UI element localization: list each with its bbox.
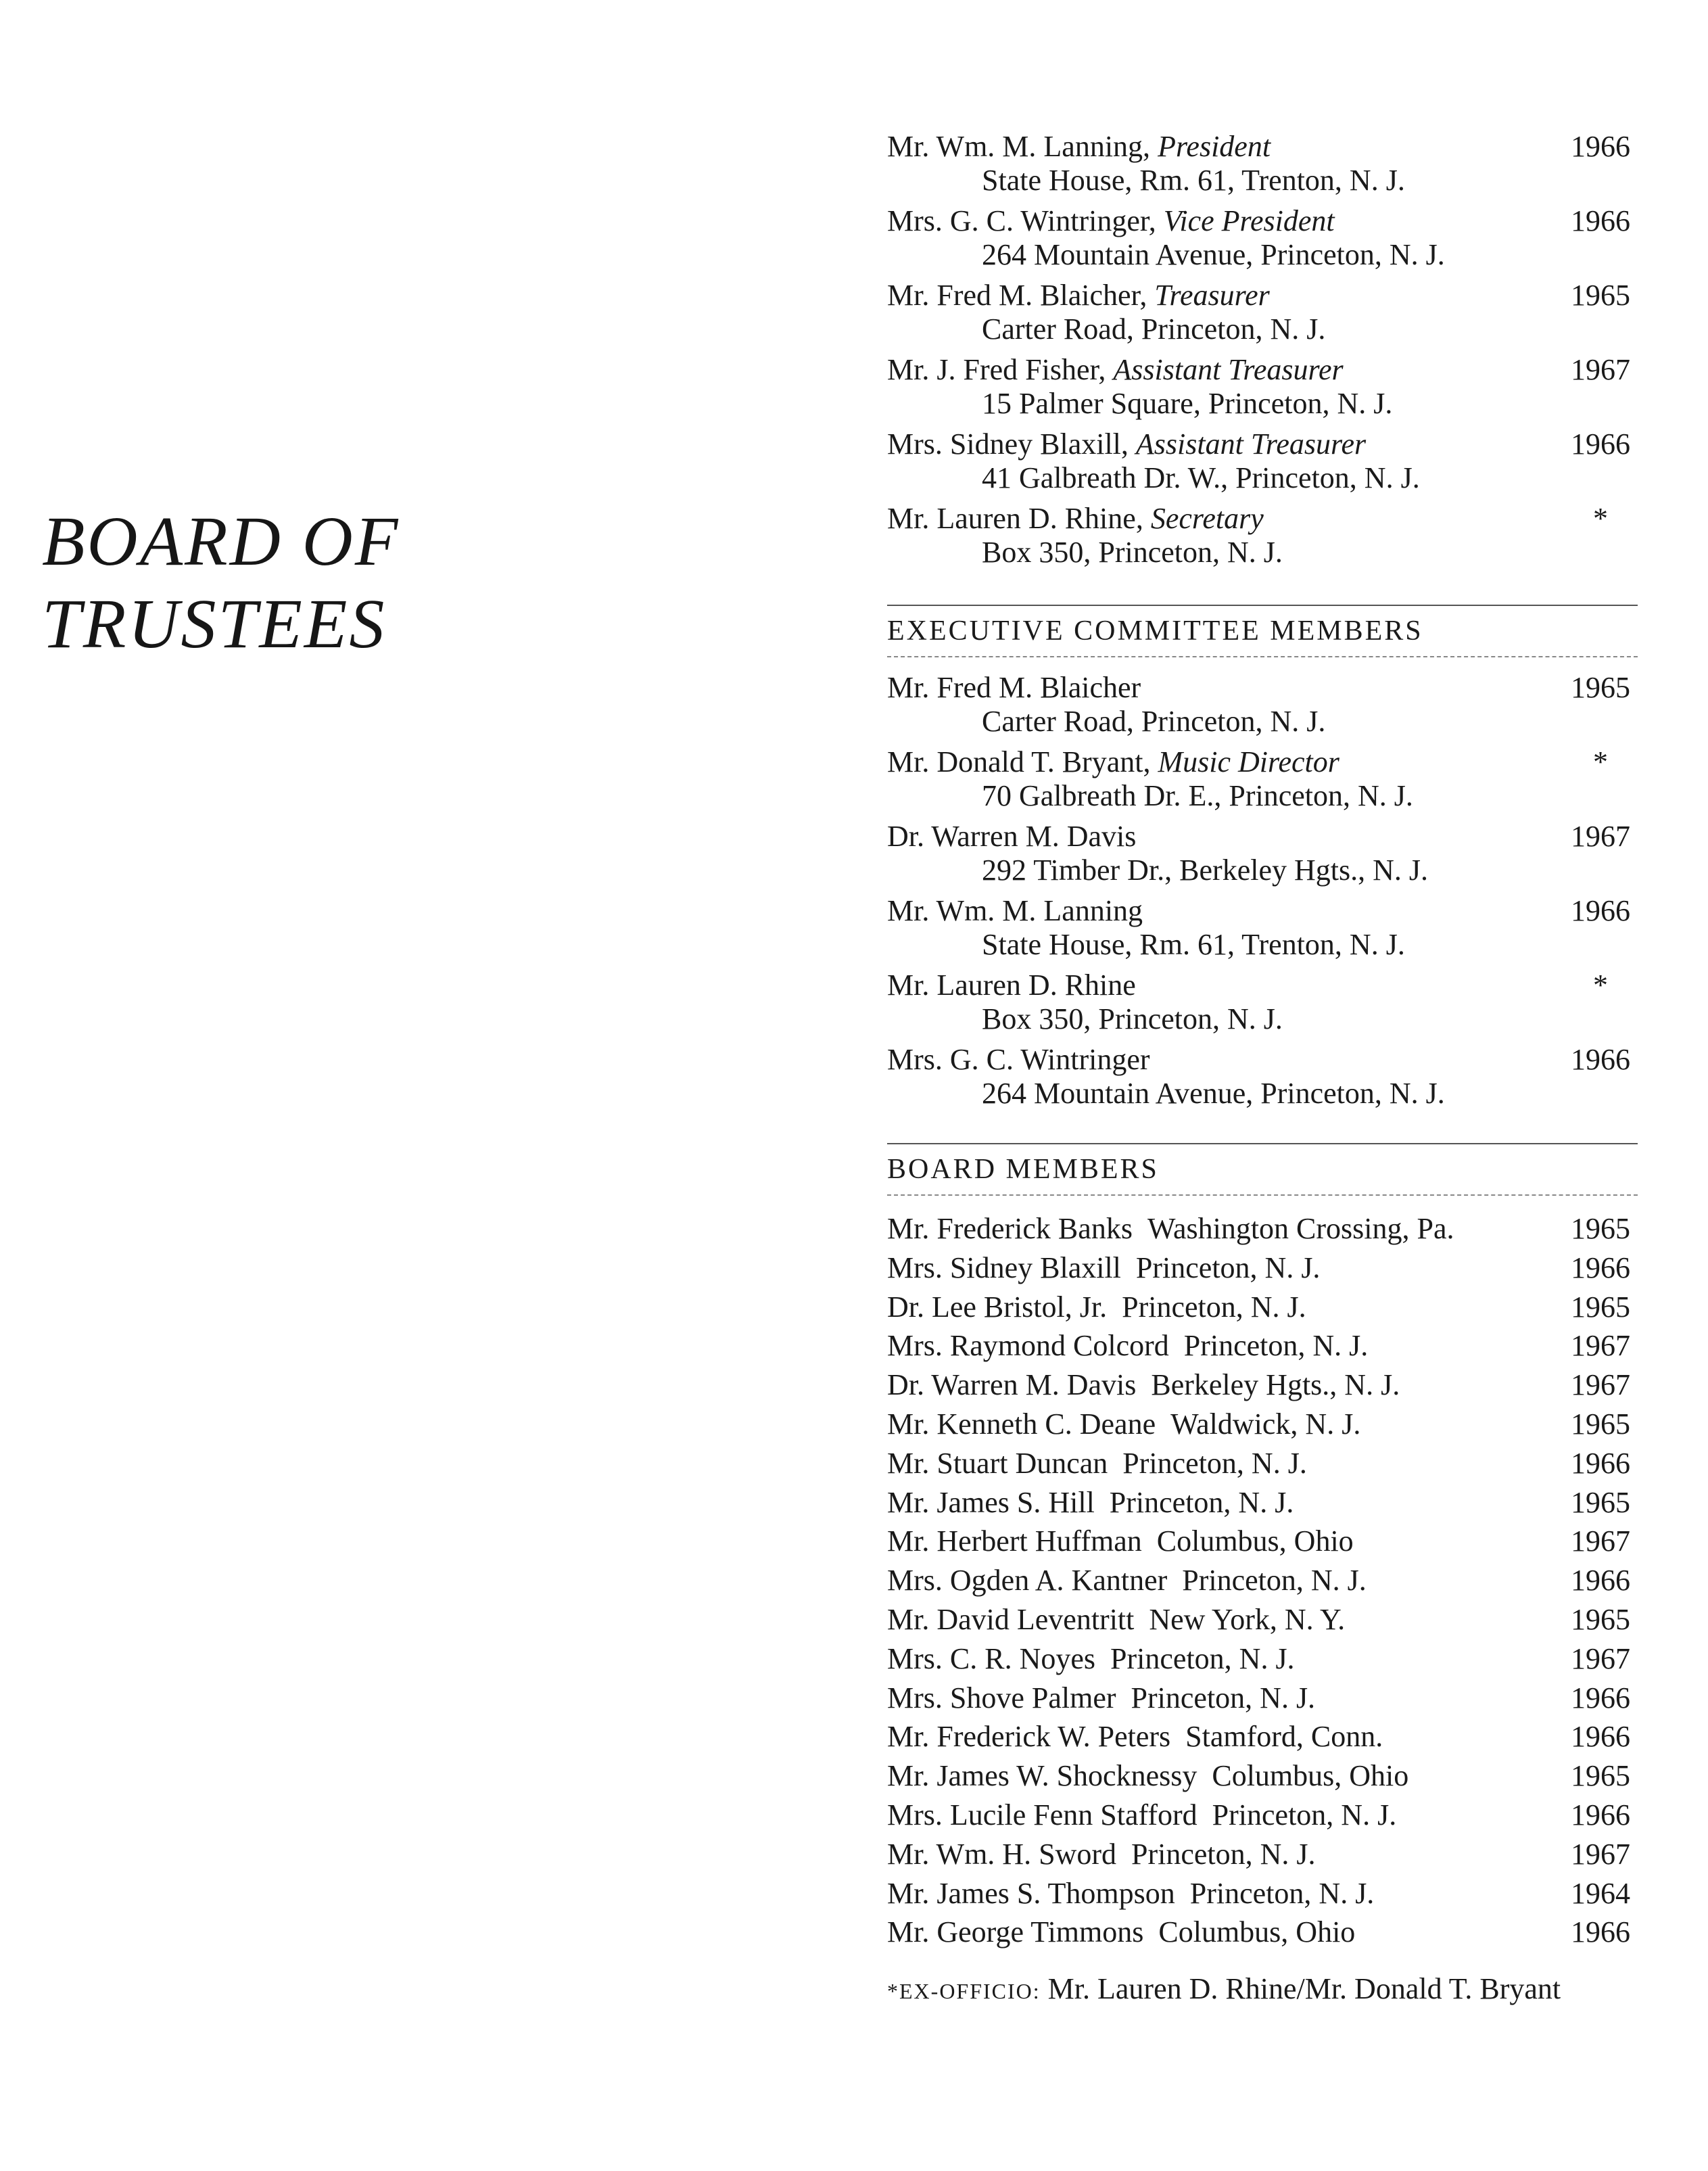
board-member-term-year: 1967 — [1571, 1641, 1630, 1675]
officer-address: Carter Road, Princeton, N. J. — [982, 312, 1326, 346]
board-member-name: Dr. Warren M. Davis — [887, 1368, 1137, 1402]
member-address: Box 350, Princeton, N. J. — [982, 1002, 1283, 1035]
officer-name: Mrs. Sidney Blaxill, — [887, 427, 1129, 461]
board-member-location: Princeton, N. J. — [1131, 1681, 1316, 1714]
member-name: Mr. Fred M. Blaicher — [887, 671, 1141, 704]
board-member-term-year: 1966 — [1571, 1798, 1630, 1831]
board-member-term-year: 1966 — [1571, 1446, 1630, 1480]
officer-address: 264 Mountain Avenue, Princeton, N. J. — [982, 238, 1445, 271]
board-member-name: Mr. Frederick W. Peters — [887, 1720, 1171, 1754]
officer-term-year: 1965 — [1571, 279, 1630, 312]
member-name: Mrs. G. C. Wintringer — [887, 1043, 1150, 1076]
member-term-year: 1966 — [1571, 894, 1630, 927]
board-member-name: Mr. David Leventritt — [887, 1602, 1135, 1636]
board-member-location: Waldwick, N. J. — [1170, 1407, 1361, 1441]
member-term-year: 1965 — [1571, 671, 1630, 704]
member-term-year: * — [1593, 968, 1608, 1002]
officer-role: Assistant Treasurer — [1113, 353, 1344, 386]
board-member-name: Mr. Wm. H. Sword — [887, 1837, 1116, 1871]
officer-address: 41 Galbreath Dr. W., Princeton, N. J. — [982, 461, 1420, 494]
member-name: Dr. Warren M. Davis — [887, 820, 1137, 853]
board-member-location: Columbus, Ohio — [1158, 1915, 1356, 1949]
board-member-row — [887, 1288, 1638, 1327]
board-member-name: Mrs. Shove Palmer — [887, 1681, 1116, 1714]
member-term-year: 1967 — [1571, 820, 1630, 853]
board-member-term-year: 1965 — [1571, 1212, 1630, 1245]
board-member-name: Mrs. C. R. Noyes — [887, 1641, 1096, 1675]
board-member-location: Princeton, N. J. — [1183, 1329, 1369, 1363]
ex-officio-footnote — [887, 1969, 1638, 2011]
board-member-row — [887, 1639, 1638, 1679]
board-member-term-year: 1965 — [1571, 1602, 1630, 1636]
officer-entry — [887, 203, 1638, 277]
board-member-row — [887, 1326, 1638, 1365]
board-member-name: Mr. Herbert Huffman — [887, 1524, 1142, 1558]
board-member-term-year: 1965 — [1571, 1485, 1630, 1519]
member-address: 264 Mountain Avenue, Princeton, N. J. — [982, 1077, 1445, 1110]
officer-name: Mrs. G. C. Wintringer, — [887, 204, 1156, 237]
board-member-row — [887, 1835, 1638, 1874]
board-member-location: Princeton, N. J. — [1182, 1564, 1367, 1597]
board-member-term-year: 1966 — [1571, 1564, 1630, 1597]
executive-member-entry — [887, 1042, 1638, 1116]
officer-role: Secretary — [1150, 502, 1264, 535]
officer-term-year: 1966 — [1571, 130, 1630, 163]
officer-role: President — [1158, 130, 1271, 163]
board-member-location: New York, N. Y. — [1149, 1602, 1346, 1636]
footnote-label: *EX-OFFICIO: — [887, 1979, 1041, 2004]
board-member-term-year: 1965 — [1571, 1759, 1630, 1793]
board-member-row — [887, 1444, 1638, 1483]
page-title-line-1: BOARD OF — [42, 503, 400, 580]
board-member-location: Princeton, N. J. — [1212, 1798, 1397, 1831]
board-member-name: Mrs. Sidney Blaxill — [887, 1251, 1121, 1284]
board-member-term-year: 1966 — [1571, 1720, 1630, 1754]
footnote-text: Mr. Lauren D. Rhine/Mr. Donald T. Bryant — [1047, 1972, 1561, 2006]
board-members-list — [887, 1209, 1638, 1952]
board-member-row — [887, 1522, 1638, 1561]
board-member-row — [887, 1600, 1638, 1639]
board-member-row — [887, 1874, 1638, 1913]
page-title — [42, 500, 475, 666]
board-member-row — [887, 1405, 1638, 1444]
board-member-term-year: 1965 — [1571, 1290, 1630, 1324]
board-member-row — [887, 1756, 1638, 1796]
board-member-term-year: 1964 — [1571, 1876, 1630, 1910]
board-member-row — [887, 1796, 1638, 1835]
board-member-row — [887, 1483, 1638, 1522]
board-member-term-year: 1967 — [1571, 1368, 1630, 1402]
officer-term-year: * — [1593, 502, 1608, 535]
officer-role: Vice President — [1163, 204, 1335, 237]
board-member-location: Berkeley Hgts., N. J. — [1151, 1368, 1400, 1402]
member-term-year: 1966 — [1571, 1043, 1630, 1076]
board-member-term-year: 1966 — [1571, 1915, 1630, 1949]
board-member-location: Princeton, N. J. — [1122, 1446, 1307, 1480]
officer-entry — [887, 277, 1638, 352]
officer-address: Box 350, Princeton, N. J. — [982, 536, 1283, 569]
board-member-location: Princeton, N. J. — [1131, 1837, 1316, 1871]
board-member-name: Dr. Lee Bristol, Jr. — [887, 1290, 1108, 1324]
board-member-location: Princeton, N. J. — [1109, 1485, 1294, 1519]
member-name: Mr. Wm. M. Lanning — [887, 894, 1143, 927]
board-member-term-year: 1966 — [1571, 1681, 1630, 1714]
board-member-location: Princeton, N. J. — [1189, 1876, 1375, 1910]
board-member-name: Mrs. Lucile Fenn Stafford — [887, 1798, 1197, 1831]
executive-committee-list — [887, 670, 1638, 1116]
board-member-term-year: 1965 — [1571, 1407, 1630, 1441]
member-role: Music Director — [1158, 745, 1339, 778]
executive-member-entry — [887, 670, 1638, 744]
officer-term-year: 1967 — [1571, 353, 1630, 386]
board-member-row — [887, 1365, 1638, 1405]
board-member-name: Mr. Kenneth C. Deane — [887, 1407, 1156, 1441]
board-member-row — [887, 1248, 1638, 1288]
officer-name: Mr. Wm. M. Lanning, — [887, 130, 1151, 163]
board-member-location: Princeton, N. J. — [1110, 1641, 1295, 1675]
officer-name: Mr. Fred M. Blaicher, — [887, 279, 1147, 312]
executive-member-entry — [887, 744, 1638, 818]
executive-committee-heading: EXECUTIVE COMMITTEE MEMBERS — [887, 615, 1423, 647]
officer-role: Treasurer — [1154, 279, 1270, 312]
board-member-location: Columbus, Ohio — [1212, 1759, 1409, 1793]
officers-list — [887, 129, 1638, 575]
board-member-location: Princeton, N. J. — [1135, 1251, 1321, 1284]
officer-entry — [887, 352, 1638, 426]
member-address: Carter Road, Princeton, N. J. — [982, 705, 1326, 738]
board-member-name: Mr. Frederick Banks — [887, 1212, 1133, 1245]
officer-entry — [887, 500, 1638, 575]
officer-term-year: 1966 — [1571, 204, 1630, 237]
board-member-name: Mrs. Ogden A. Kantner — [887, 1564, 1168, 1597]
officer-address: 15 Palmer Square, Princeton, N. J. — [982, 387, 1393, 420]
board-member-location: Princeton, N. J. — [1122, 1290, 1306, 1324]
board-member-term-year: 1966 — [1571, 1251, 1630, 1284]
executive-member-entry — [887, 893, 1638, 967]
board-member-name: Mr. George Timmons — [887, 1915, 1144, 1949]
officer-address: State House, Rm. 61, Trenton, N. J. — [982, 164, 1405, 197]
member-address: 292 Timber Dr., Berkeley Hgts., N. J. — [982, 854, 1428, 887]
board-member-row — [887, 1679, 1638, 1718]
board-member-name: Mr. James W. Shocknessy — [887, 1759, 1197, 1793]
executive-member-entry — [887, 818, 1638, 893]
board-members-heading: BOARD MEMBERS — [887, 1154, 1159, 1185]
board-member-term-year: 1967 — [1571, 1329, 1630, 1363]
member-name: Mr. Lauren D. Rhine — [887, 968, 1136, 1002]
officer-term-year: 1966 — [1571, 427, 1630, 461]
officer-entry — [887, 129, 1638, 203]
board-member-row — [887, 1717, 1638, 1756]
member-address: State House, Rm. 61, Trenton, N. J. — [982, 928, 1405, 961]
officer-name: Mr. Lauren D. Rhine, — [887, 502, 1143, 535]
executive-member-entry — [887, 967, 1638, 1042]
trustees-column — [887, 129, 1638, 2011]
board-member-term-year: 1967 — [1571, 1837, 1630, 1871]
board-member-name: Mr. James S. Thompson — [887, 1876, 1175, 1910]
officer-name: Mr. J. Fred Fisher, — [887, 353, 1106, 386]
board-member-row — [887, 1561, 1638, 1600]
member-name: Mr. Donald T. Bryant, — [887, 745, 1151, 778]
board-member-row — [887, 1913, 1638, 1952]
member-term-year: * — [1593, 745, 1608, 778]
board-member-row — [887, 1209, 1638, 1248]
board-member-location: Washington Crossing, Pa. — [1147, 1212, 1454, 1245]
board-member-name: Mr. Stuart Duncan — [887, 1446, 1108, 1480]
board-member-term-year: 1967 — [1571, 1524, 1630, 1558]
board-member-name: Mr. James S. Hill — [887, 1485, 1095, 1519]
board-member-name: Mrs. Raymond Colcord — [887, 1329, 1169, 1363]
member-address: 70 Galbreath Dr. E., Princeton, N. J. — [982, 779, 1413, 812]
page-title-line-2: TRUSTEES — [42, 585, 387, 663]
board-member-location: Columbus, Ohio — [1156, 1524, 1354, 1558]
board-member-location: Stamford, Conn. — [1185, 1720, 1383, 1754]
officer-entry — [887, 426, 1638, 500]
officer-role: Assistant Treasurer — [1135, 427, 1367, 461]
